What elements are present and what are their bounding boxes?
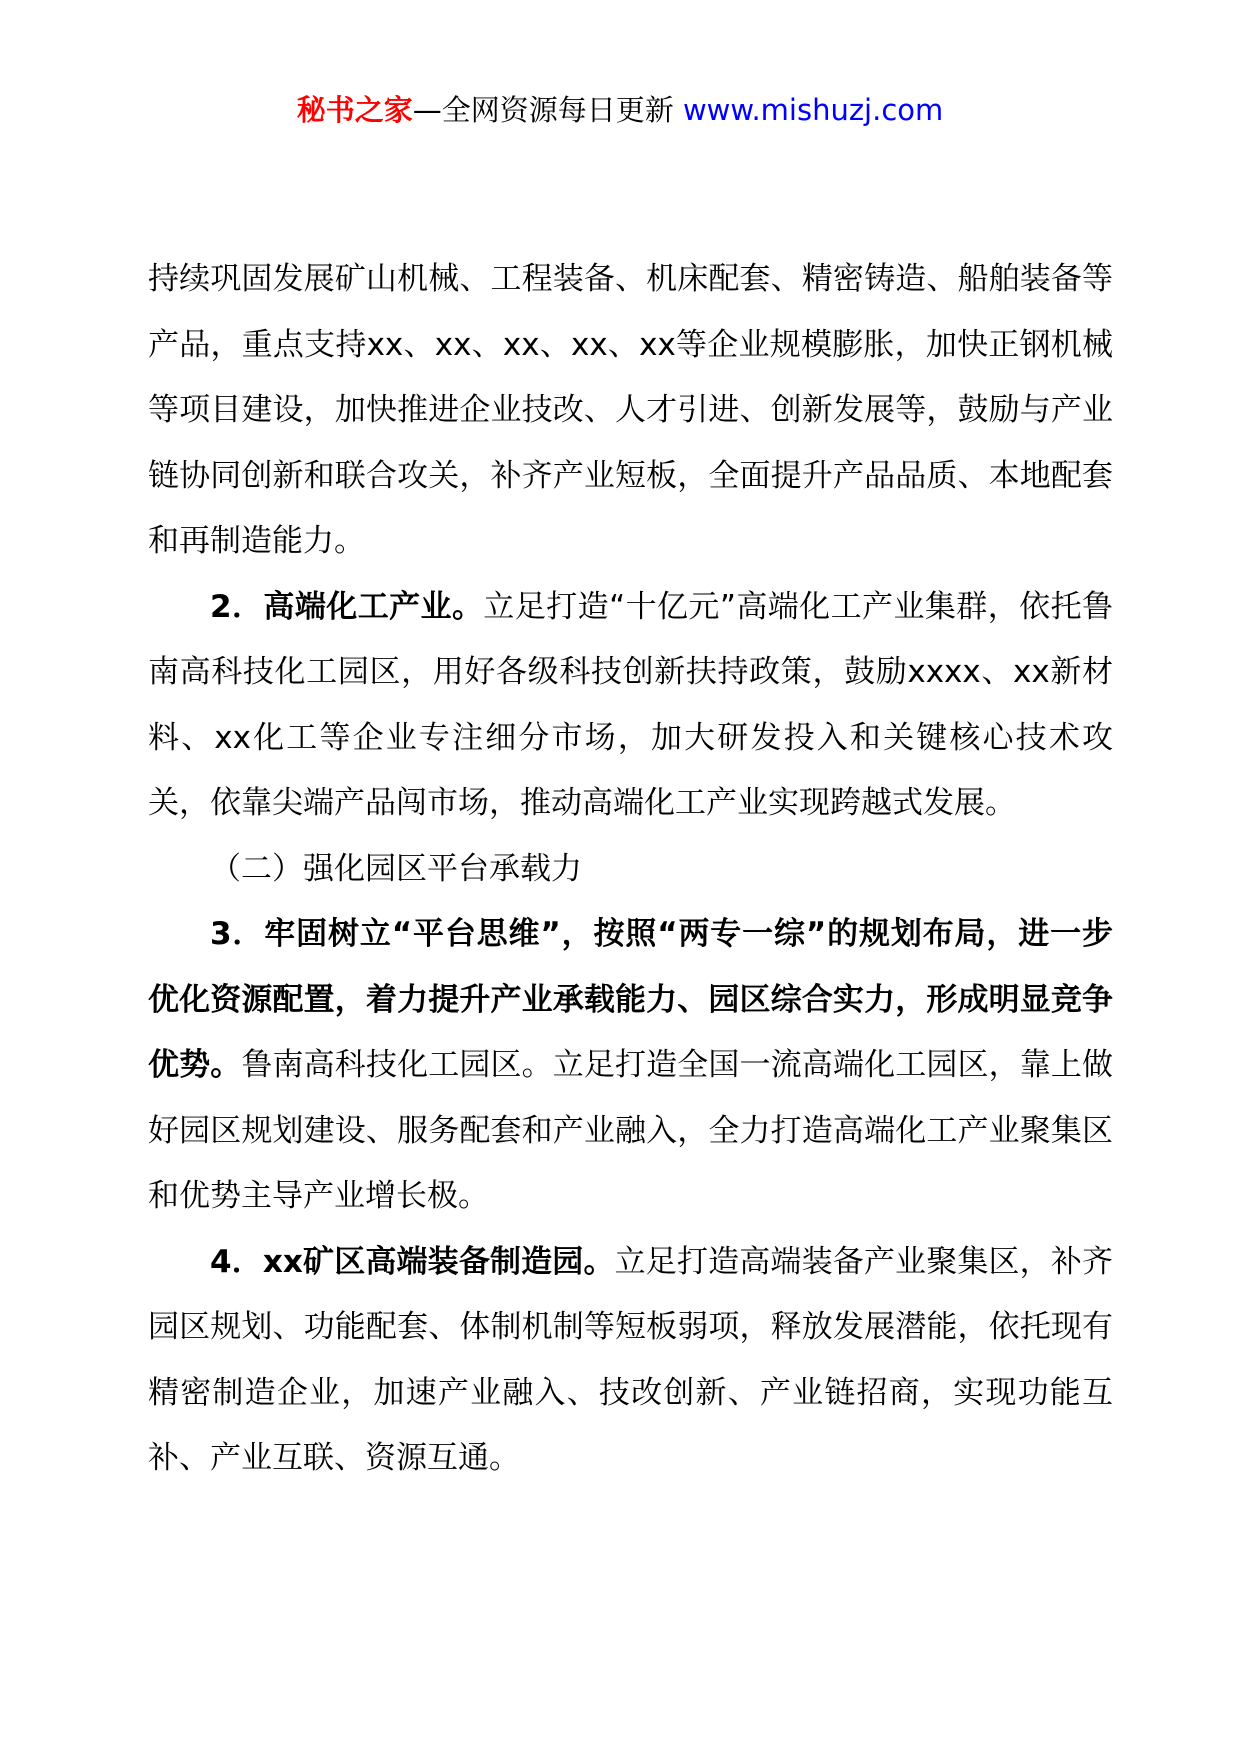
paragraph-lead: 4．xx矿区高端装备制造园。	[210, 1243, 615, 1280]
paragraph-lead: 2．高端化工产业。	[210, 588, 484, 625]
paragraph-text: 立足打造“十亿元”高端化工产业集群，依托鲁南高科技化工园区，用好各级科技创新扶持政策，鼓励xxxx、xx新材料、xx化工等企业专注细分市场，加大研发投入和关键核心技术攻关，依靠尖端产品闯市场，推动高端化工产业实现跨越式发展。	[148, 588, 1113, 821]
paragraph-platform-thinking	[148, 902, 1113, 1230]
paragraph-chemical-industry	[148, 575, 1113, 837]
paragraph-text: 立足打造高端装备产业聚集区，补齐园区规划、功能配套、体制机制等短板弱项，释放发展潜能，依托现有精密制造企业，加速产业融入、技改创新、产业链招商，实现功能互补、产业互联、资源互通。	[148, 1243, 1114, 1476]
paragraph-text: 持续巩固发展矿山机械、工程装备、机床配套、精密铸造、船舶装备等产品，重点支持xx、xx、xx、xx、xx等企业规模膨胀，加快正钢机械等项目建设，加快推进企业技改、人才引进、创新发展等，鼓励与产业链协同创新和联合攻关，补齐产业短板，全面提升产品品质、本地配套和再制造能力。	[148, 261, 1113, 559]
brand-name: 秘书之家	[296, 93, 413, 127]
website-link[interactable]: www.mishuzj.com	[682, 93, 944, 127]
header-slogan: —全网资源每日更新	[412, 93, 683, 127]
section-heading-text: （二）强化园区平台承载力	[210, 850, 582, 887]
paragraph-lead: 3．牢固树立“平台思维”，按照“两专一综”的规划布局，进一步优化资源配置，着力提升产业承载能力、园区综合实力，形成明显竞争优势。	[148, 916, 1113, 1083]
paragraph-equipment-continued	[148, 247, 1113, 575]
page-header	[0, 88, 1240, 132]
paragraph-equipment-park	[148, 1230, 1113, 1492]
section-heading	[148, 837, 1113, 903]
paragraph-text: 鲁南高科技化工园区。立足打造全国一流高端化工园区，靠上做好园区规划建设、服务配套和产业融入，全力打造高端化工产业聚集区和优势主导产业增长极。	[148, 1047, 1114, 1214]
document-body	[148, 247, 1113, 1492]
